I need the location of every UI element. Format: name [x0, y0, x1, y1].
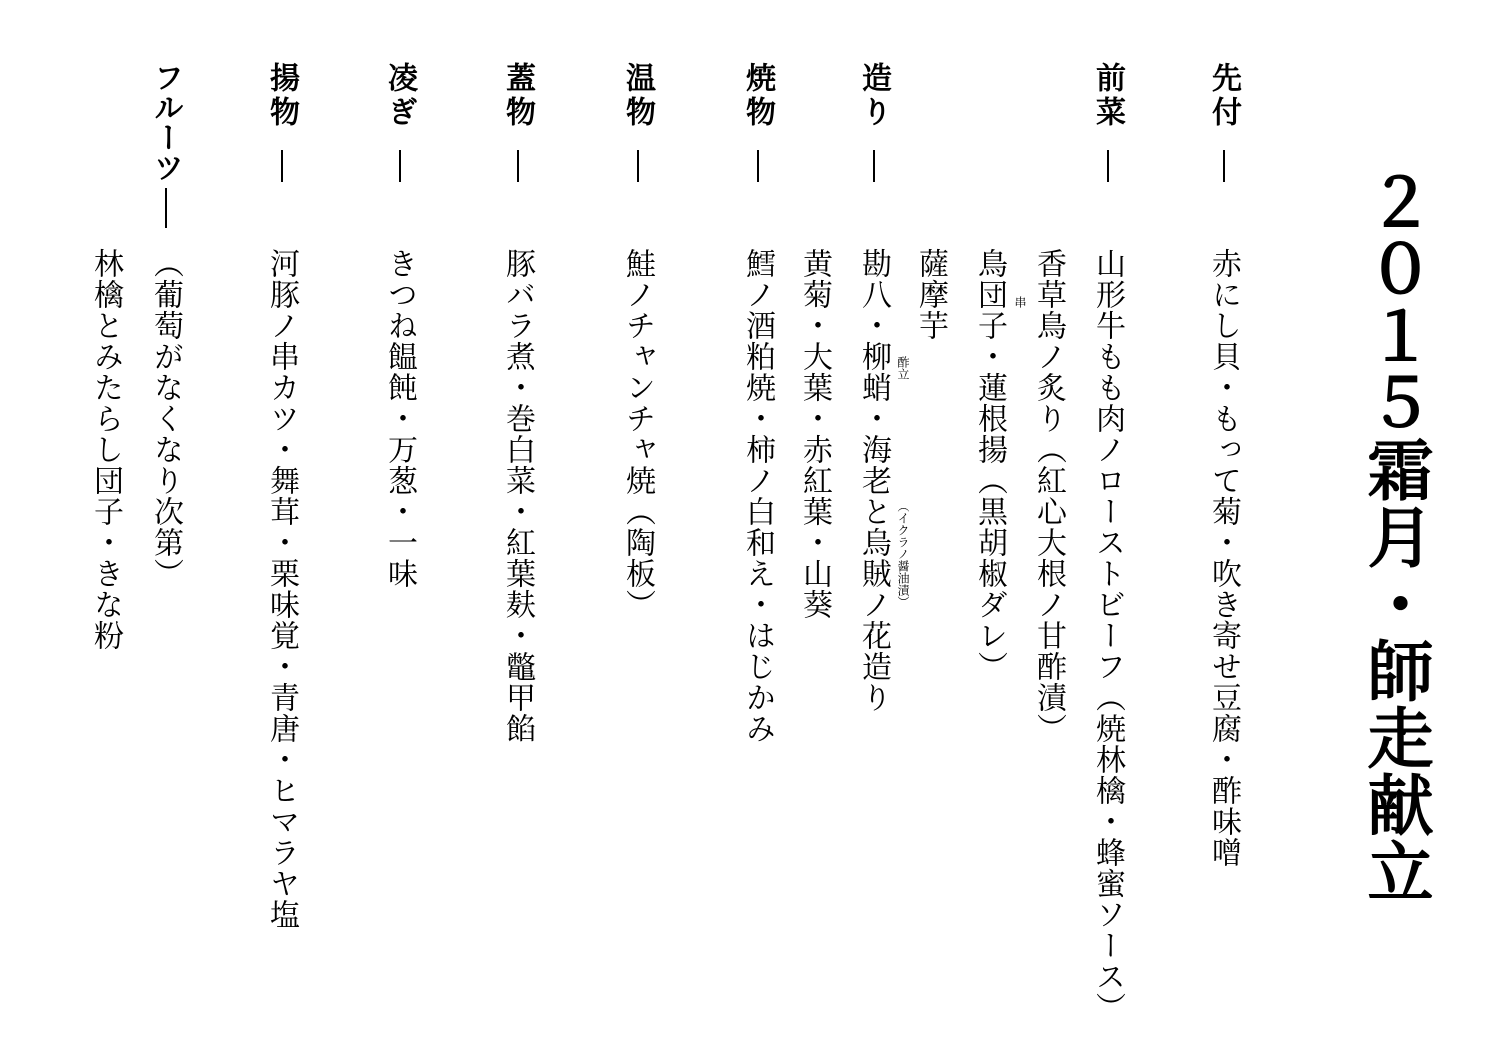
course-dash [165, 188, 167, 228]
dish-line: 勘八・柳蛸・海老と烏賊ノ花造り [856, 248, 891, 713]
course-dash [757, 150, 759, 182]
dish-line: 鱈ノ酒粕焼・柿ノ白和え・はじかみ [740, 248, 775, 744]
dish-line: 山形牛もも肉ノローストビーフ（焼林檎・蜂蜜ソース） [1090, 248, 1125, 1023]
course-dash [1223, 150, 1225, 182]
course-name-yakimono: 焼物 [740, 62, 775, 130]
course-dash [399, 150, 401, 182]
dish-line: （葡萄がなくなり次第） [148, 248, 183, 589]
dish-line: 鳥団子・蓮根揚（黒胡椒ダレ） [972, 248, 1007, 682]
course-dash [637, 150, 639, 182]
course-name-fruit: フルーツ [148, 62, 183, 182]
dish-note: （イクラノ醤油漬） [896, 500, 910, 608]
course-name-nukumono: 温物 [620, 62, 655, 130]
course-name-agemono: 揚物 [264, 62, 299, 130]
dish-line: きつね饂飩・万葱・一味 [382, 248, 417, 589]
course-dash [281, 150, 283, 182]
dish-line: 林檎とみたらし団子・きな粉 [88, 248, 123, 651]
dish-note: 串 [1013, 296, 1027, 308]
course-dash [517, 150, 519, 182]
course-dash [1107, 150, 1109, 182]
menu-title: ２０１５霜月・師走献立 [1356, 168, 1434, 905]
dish-line: 河豚ノ串カツ・舞茸・栗味覚・青唐・ヒマラヤ塩 [264, 248, 299, 930]
dish-line: 薩摩芋 [913, 248, 948, 341]
course-dash [873, 150, 875, 182]
course-name-shinogi: 凌ぎ [382, 62, 417, 130]
dish-note: 酢立 [896, 356, 910, 380]
dish-line: 黄菊・大葉・赤紅葉・山葵 [797, 248, 832, 620]
dish-line: 豚バラ煮・巻白菜・紅葉麸・鼈甲餡 [500, 248, 535, 744]
dish-line: 香草鳥ノ炙り（紅心大根ノ甘酢漬） [1031, 248, 1066, 744]
course-name-zensai: 前菜 [1090, 62, 1125, 130]
dish-line: 鮭ノチャンチャ焼（陶板） [620, 248, 655, 620]
course-name-futamono: 蓋物 [500, 62, 535, 130]
dish-line: 赤にし貝・もって菊・吹き寄せ豆腐・酢味噌 [1206, 248, 1241, 868]
course-name-sakizuke: 先付 [1206, 62, 1241, 130]
course-name-tsukuri: 造り [856, 62, 891, 130]
